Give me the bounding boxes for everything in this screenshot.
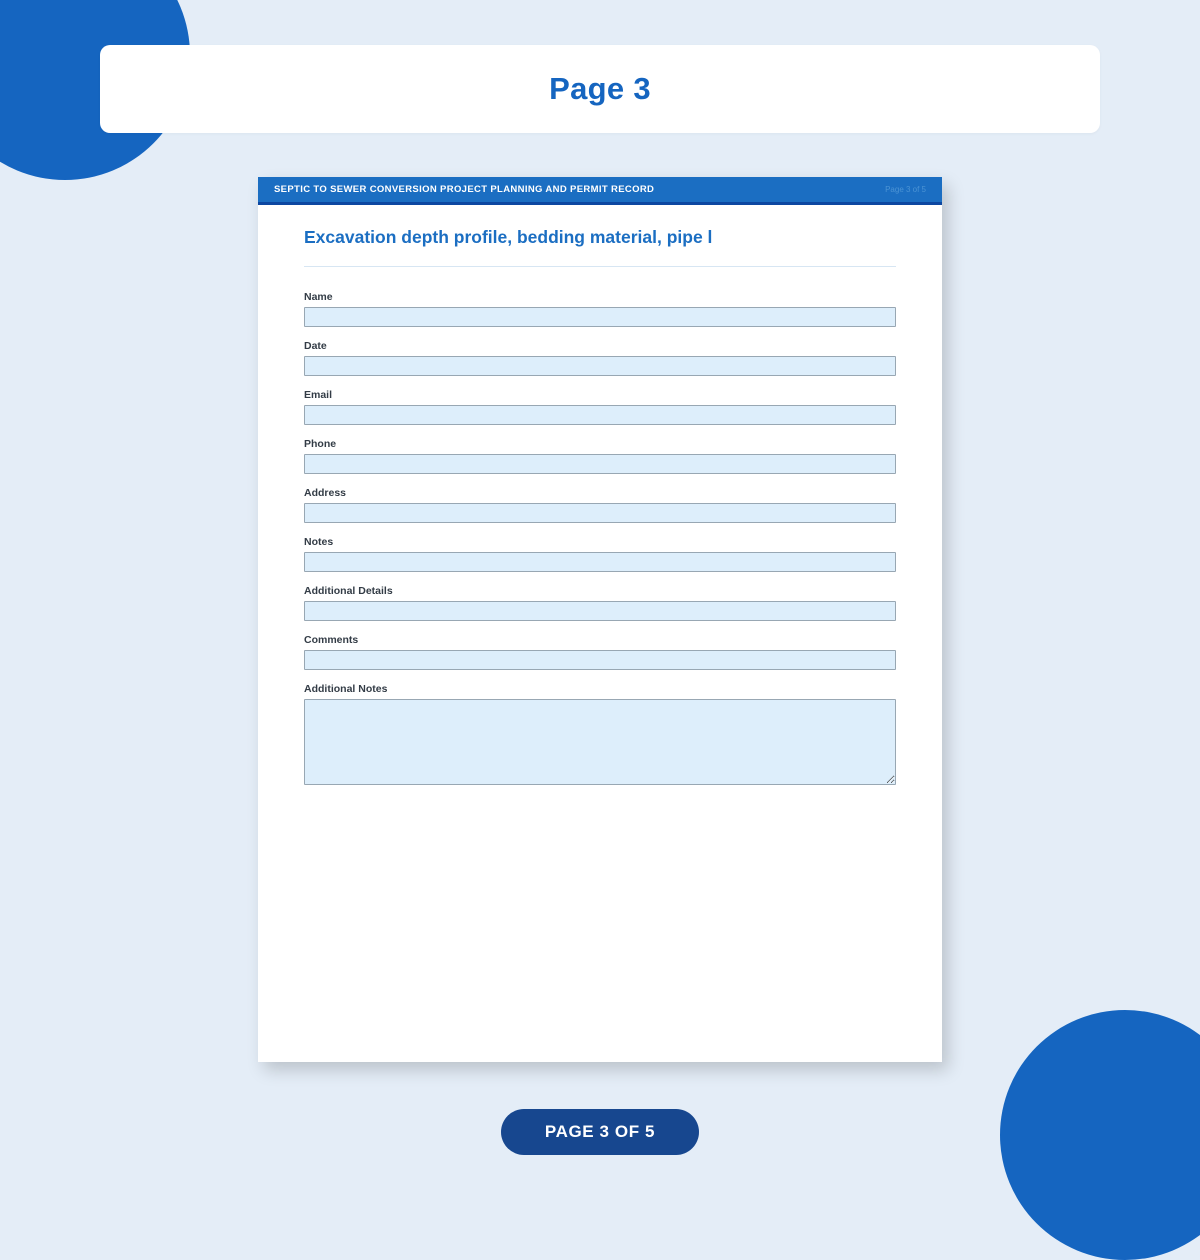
field-label-name: Name bbox=[304, 291, 333, 303]
field-label-date: Date bbox=[304, 340, 327, 352]
page-indicator-pill bbox=[501, 1109, 699, 1155]
page-title: Page 3 bbox=[549, 71, 651, 106]
field-label-email: Email bbox=[304, 389, 333, 401]
field-label-comments: Comments bbox=[304, 634, 359, 646]
field-group-name bbox=[304, 291, 896, 327]
document-header-bar bbox=[258, 177, 942, 205]
phone-field[interactable] bbox=[304, 454, 896, 474]
field-label-additional-notes: Additional Notes bbox=[304, 683, 388, 695]
notes-field[interactable] bbox=[304, 552, 896, 572]
field-group-phone bbox=[304, 438, 896, 474]
field-group-notes bbox=[304, 536, 896, 572]
section-title: Excavation depth profile, bedding material, pipe l bbox=[304, 227, 896, 267]
additional-details-field[interactable] bbox=[304, 601, 896, 621]
address-field[interactable] bbox=[304, 503, 896, 523]
email-field[interactable] bbox=[304, 405, 896, 425]
field-group-date bbox=[304, 340, 896, 376]
additional-notes-field[interactable] bbox=[304, 699, 896, 785]
field-label-additional-details: Additional Details bbox=[304, 585, 393, 597]
field-group-additional-notes bbox=[304, 683, 896, 790]
document-header-title: SEPTIC TO SEWER CONVERSION PROJECT PLANNING AND PERMIT RECORD bbox=[274, 184, 655, 195]
name-field[interactable] bbox=[304, 307, 896, 327]
page-header-banner bbox=[100, 45, 1100, 133]
document-page bbox=[258, 177, 942, 1062]
page-indicator-label: PAGE 3 OF 5 bbox=[544, 1122, 656, 1141]
field-group-address bbox=[304, 487, 896, 523]
field-label-phone: Phone bbox=[304, 438, 337, 450]
field-label-address: Address bbox=[304, 487, 347, 499]
field-group-comments bbox=[304, 634, 896, 670]
date-field[interactable] bbox=[304, 356, 896, 376]
field-group-email bbox=[304, 389, 896, 425]
field-label-notes: Notes bbox=[304, 536, 334, 548]
field-group-additional-details bbox=[304, 585, 896, 621]
document-header-page-number: Page 3 of 5 bbox=[885, 185, 926, 194]
document-body bbox=[258, 205, 942, 790]
decorative-circle-bottom-right bbox=[1000, 1010, 1200, 1260]
comments-field[interactable] bbox=[304, 650, 896, 670]
